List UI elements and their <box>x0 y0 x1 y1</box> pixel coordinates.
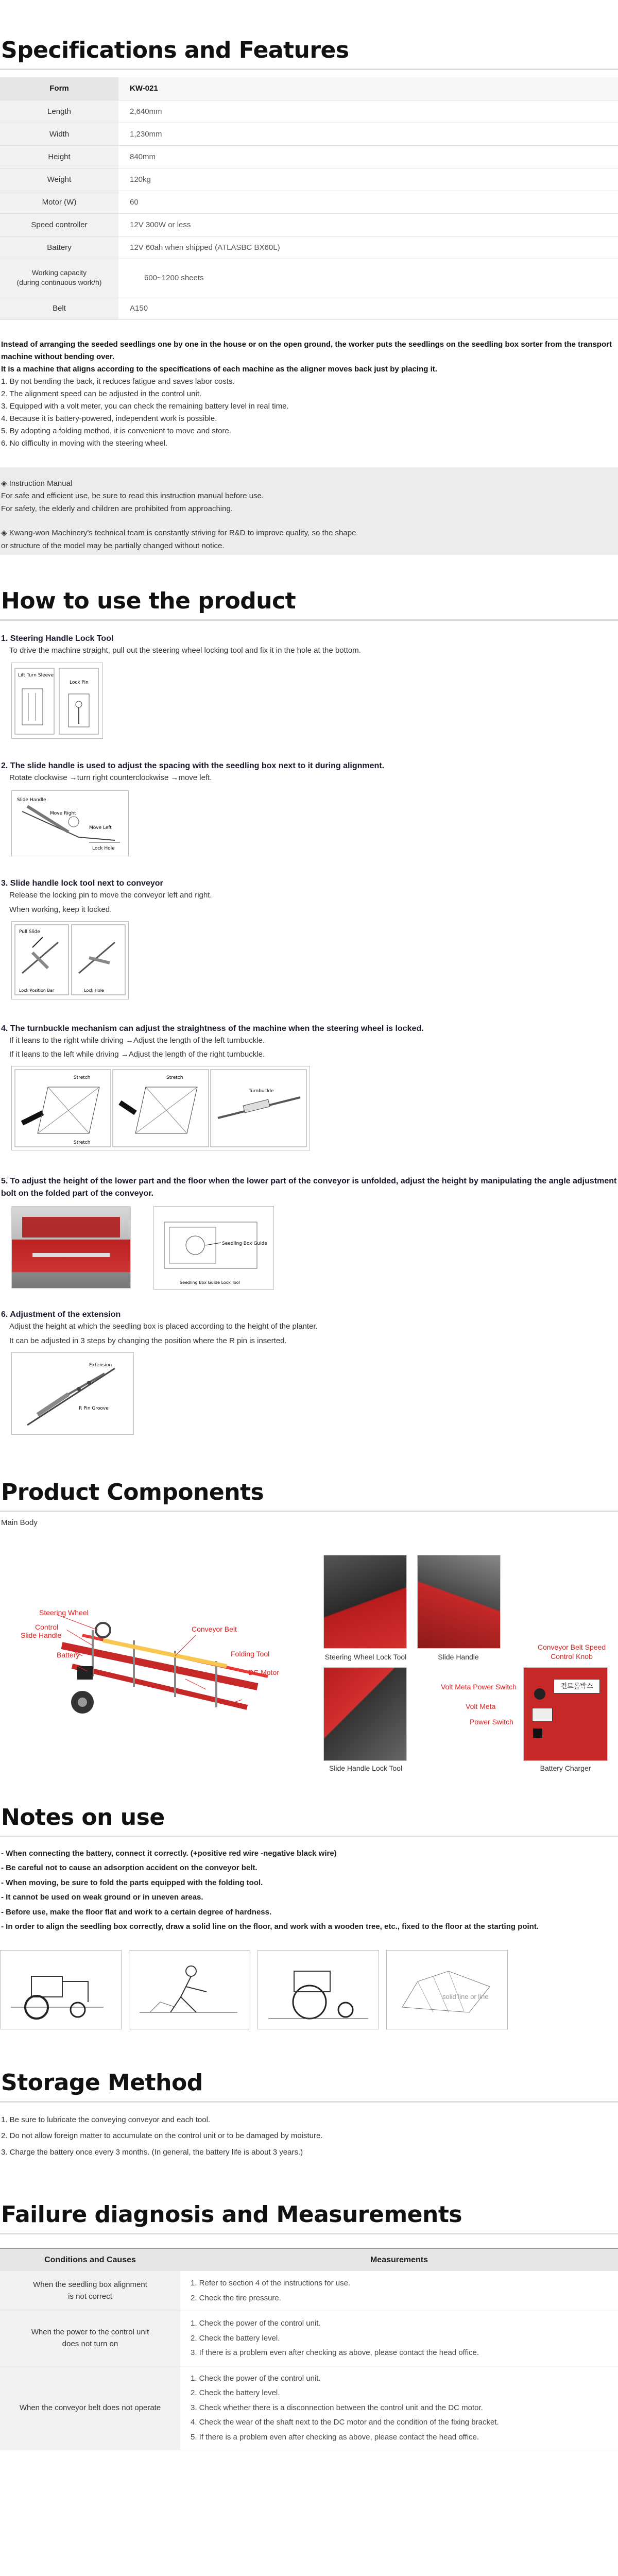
battery-charger-photo <box>523 1667 608 1761</box>
measurement-line: 2. Check the battery level. <box>191 2388 280 2397</box>
measurement-line: 2. Check the battery level. <box>191 2333 280 2343</box>
column-header: Conditions and Causes <box>0 2248 180 2271</box>
step-desc: Adjust the height at which the seedling box is placed according to the height of the planter. <box>9 1322 318 1331</box>
measurement-line: 1. Check the power of the control unit. <box>191 2319 321 2328</box>
step-desc: If it leans to the left while driving →Adjust the length of the right turnbuckle. <box>9 1050 265 1059</box>
charger-brand: 컨트롤박스 <box>554 1679 600 1693</box>
table-row <box>0 2271 618 2311</box>
conveyor-fold-photo <box>11 1206 131 1289</box>
spec-label: Battery <box>0 236 118 259</box>
spec-label: Height <box>0 145 118 168</box>
note-item: - Be careful not to cause an adsorption accident on the conveyor belt. <box>1 1863 258 1872</box>
note-item: - When moving, be sure to fold the parts equipped with the folding tool. <box>1 1878 263 1887</box>
spec-label: Motor (W) <box>0 191 118 213</box>
step-5 <box>0 1175 618 1290</box>
spec-row <box>0 191 618 213</box>
feature-item: 2. The alignment speed can be adjusted in the control unit. <box>1 389 202 398</box>
spec-label: Working capacity (during continuous work/h) <box>0 259 118 297</box>
line-label: solid line or line <box>442 1992 489 2001</box>
spec-label: Speed controller <box>0 213 118 236</box>
fig-label: Slide Handle <box>17 798 46 803</box>
fig-label: Lift Turn Sleeve <box>18 673 54 679</box>
notice-line: or structure of the model may be partially changed without notice. <box>1 541 225 550</box>
photo-caption: Slide Handle Lock Tool <box>329 1764 403 1772</box>
step-2 <box>0 761 618 858</box>
charger-label: Conveyor Belt Speed Control Knob <box>537 1642 606 1661</box>
components-section <box>0 1478 618 1772</box>
table-row <box>0 2311 618 2366</box>
notice-line: For safe and efficient use, be sure to read this instruction manual before use. <box>1 492 264 501</box>
fig-label: Lock Pin <box>70 680 89 686</box>
spec-label: Width <box>0 123 118 145</box>
spec-label: Length <box>0 100 118 123</box>
storage-section <box>0 2069 618 2161</box>
spec-value: A150 <box>118 297 618 319</box>
measurement-cell <box>180 2271 618 2311</box>
feature-item: 4. Because it is battery-powered, independent work is possible. <box>1 414 217 423</box>
specifications-section <box>0 0 618 555</box>
step-title: 4. The turnbuckle mechanism can adjust the straightness of the machine when the steering wheel is locked. <box>1 1024 424 1033</box>
components-title: Product Components <box>0 1478 618 1512</box>
charger-label: Volt Meta <box>466 1702 496 1710</box>
worker-illustration <box>129 1950 250 2029</box>
column-header: Measurements <box>180 2248 618 2271</box>
spec-label: Belt <box>0 297 118 319</box>
slide-handle-photo <box>417 1555 501 1649</box>
storage-item: 2. Do not allow foreign matter to accumulate on the control unit or to be damaged by moisture. <box>1 2131 323 2140</box>
condition-cell: When the seedling box alignment is not correct <box>0 2271 180 2311</box>
intro-text <box>0 326 618 450</box>
spec-value: KW-021 <box>118 77 618 100</box>
fig-label: Lock Position Bar <box>19 988 55 993</box>
fig-label: Seedling Box Guide Lock Tool <box>180 1280 240 1285</box>
main-body-label: Main Body <box>1 1518 38 1527</box>
part-label: Control <box>35 1622 59 1631</box>
part-label: Conveyor Belt <box>192 1624 237 1633</box>
measurement-line: 2. Check the tire pressure. <box>191 2293 281 2302</box>
part-label: DC Motor <box>248 1668 279 1676</box>
extension-illustration <box>11 1352 134 1435</box>
step-title: 3. Slide handle lock tool next to conveyor <box>1 879 163 888</box>
fig-label: Turnbuckle <box>249 1089 274 1094</box>
fig-label: Stretch <box>74 1075 91 1080</box>
failure-table <box>0 2248 618 2450</box>
fig-label: Extension <box>89 1362 112 1368</box>
step-3 <box>0 879 618 1002</box>
notes-title: Notes on use <box>0 1803 618 1837</box>
step-desc: Rotate clockwise →turn right counterclockwise →move left. <box>9 773 212 783</box>
steering-lock-illustration <box>11 663 103 739</box>
fig-label: Stretch <box>74 1140 91 1145</box>
measurement-line: 1. Refer to section 4 of the instructions for use. <box>191 2279 351 2287</box>
line-illustration <box>386 1950 508 2029</box>
charger-label: Power Switch <box>470 1717 513 1726</box>
spec-row <box>0 259 618 297</box>
spec-row <box>0 213 618 236</box>
spec-row <box>0 77 618 100</box>
notes-illustrations <box>0 1950 618 2029</box>
measurement-line: 5. If there is a problem even after checking as above, please contact the head office. <box>191 2432 479 2442</box>
step-title: 2. The slide handle is used to adjust the spacing with the seedling box next to it during alignment. <box>1 761 385 771</box>
storage-item: 1. Be sure to lubricate the conveying conveyor and each tool. <box>1 2115 211 2124</box>
spec-label: Form <box>0 77 118 100</box>
tractor-illustration <box>0 1950 122 2029</box>
notice-line: ◈ Kwang-won Machinery's technical team is constantly striving for R&D to improve quality, so the shape <box>1 528 356 537</box>
step-title: 6. Adjustment of the extension <box>1 1310 121 1319</box>
feature-item: 3. Equipped with a volt meter, you can check the remaining battery level in real time. <box>1 401 289 411</box>
fig-label: Lock Hole <box>92 846 115 851</box>
condition-cell: When the conveyor belt does not operate <box>0 2366 180 2450</box>
components-area <box>0 1537 618 1772</box>
howto-title: How to use the product <box>0 587 618 621</box>
measurement-line: 4. Check the wear of the shaft next to the DC motor and the condition of the fixing bracket. <box>191 2418 499 2427</box>
slide-lock-illustration <box>11 921 129 999</box>
steering-wheel-lock-photo <box>323 1555 407 1649</box>
spec-title: Specifications and Features <box>0 36 618 70</box>
fig-label: Seedling Box Guide <box>222 1241 267 1246</box>
spec-value: 1,230mm <box>118 123 618 145</box>
note-item: - It cannot be used on weak ground or in uneven areas. <box>1 1893 203 1902</box>
feature-item: 1. By not bending the back, it reduces fatigue and saves labor costs. <box>1 377 235 386</box>
spec-value: 840mm <box>118 145 618 168</box>
step-desc: Release the locking pin to move the conveyor left and right. <box>9 891 212 900</box>
failure-title: Failure diagnosis and Measurements <box>0 2200 618 2234</box>
table-row <box>0 2366 618 2450</box>
measurement-line: 3. Check whether there is a disconnection between the control unit and the DC motor. <box>191 2403 483 2412</box>
fig-label: Lock Hole <box>84 988 104 993</box>
spec-row <box>0 123 618 145</box>
step-1 <box>0 634 618 741</box>
part-label: Folding Tool <box>231 1649 270 1658</box>
spec-row <box>0 145 618 168</box>
spec-value: 120kg <box>118 168 618 191</box>
spec-value: 12V 60ah when shipped (ATLASBC BX60L) <box>118 236 618 259</box>
spec-row <box>0 297 618 319</box>
intro-bold: Instead of arranging the seeded seedlings one by one in the house or on the open ground, the worker puts the seedlings on the seedling box sorter from the transport machine without bending over. <box>1 340 612 361</box>
photo-caption: Slide Handle <box>438 1652 479 1661</box>
photo-caption: Steering Wheel Lock Tool <box>324 1652 407 1661</box>
part-label: Battery <box>57 1650 80 1659</box>
spec-value: 600~1200 sheets <box>118 259 618 297</box>
roller-illustration <box>258 1950 379 2029</box>
slide-handle-lock-photo <box>323 1667 407 1761</box>
spec-value: 12V 300W or less <box>118 213 618 236</box>
step-title: 1. Steering Handle Lock Tool <box>1 634 114 643</box>
spec-row <box>0 168 618 191</box>
condition-cell: When the power to the control unit does not turn on <box>0 2311 180 2366</box>
measurement-cell <box>180 2366 618 2450</box>
step-4 <box>0 1024 618 1153</box>
spec-table <box>0 77 618 320</box>
charger-label: Volt Meta Power Switch <box>441 1682 517 1691</box>
fig-label: R Pin Groove <box>79 1405 109 1411</box>
notice-heading: ◈ Instruction Manual <box>1 479 73 488</box>
intro-bold: It is a machine that aligns according to the specifications of each machine as the aligner moves back just by placing it. <box>1 364 437 374</box>
step-title: 5. To adjust the height of the lower part and the floor when the lower part of the conveyor is unfolded, adjust the height by manipulating the angle adjustment bolt on the folded part of the conveyor. <box>1 1177 617 1198</box>
spec-label: Weight <box>0 168 118 191</box>
note-item: - When connecting the battery, connect it correctly. (+positive red wire -negative black wire) <box>1 1849 337 1858</box>
storage-list <box>0 2103 618 2161</box>
fig-label: Pull Slide <box>19 929 40 935</box>
note-item: - In order to align the seedling box correctly, draw a solid line on the floor, and work with a wooden tree, etc., fixed to the floor at the starting point. <box>1 1922 539 1931</box>
spec-row <box>0 100 618 123</box>
storage-title: Storage Method <box>0 2069 618 2103</box>
part-label: Steering Wheel <box>39 1608 89 1617</box>
slide-handle-illustration <box>11 790 129 856</box>
turnbuckle-illustration <box>11 1066 310 1150</box>
step-desc: To drive the machine straight, pull out the steering wheel locking tool and fix it in the hole at the bottom. <box>9 646 361 655</box>
feature-item: 6. No difficulty in moving with the steering wheel. <box>1 438 168 448</box>
measurement-cell <box>180 2311 618 2366</box>
fig-label: Move Right <box>50 811 76 816</box>
notes-section <box>0 1803 618 2029</box>
step-desc: When working, keep it locked. <box>9 905 112 914</box>
spec-row <box>0 236 618 259</box>
notes-list <box>0 1837 618 1935</box>
storage-item: 3. Charge the battery once every 3 months. (In general, the battery life is about 3 years.) <box>1 2147 303 2157</box>
failure-section <box>0 2200 618 2450</box>
fig-label: Move Left <box>89 825 112 831</box>
spec-value: 2,640mm <box>118 100 618 123</box>
fig-label: Stretch <box>166 1075 183 1080</box>
notice-line: For safety, the elderly and children are prohibited from approaching. <box>1 504 233 513</box>
step-desc: It can be adjusted in 3 steps by changing the position where the R pin is inserted. <box>9 1336 287 1345</box>
part-label: Slide Handle <box>21 1631 62 1639</box>
howto-section <box>0 587 618 1437</box>
measurement-line: 3. If there is a problem even after checking as above, please contact the head office. <box>191 2348 479 2357</box>
note-item: - Before use, make the floor flat and work to a certain degree of hardness. <box>1 1907 272 1917</box>
photo-caption: Battery Charger <box>540 1764 591 1772</box>
seedling-box-guide-illustration <box>153 1206 274 1290</box>
feature-item: 5. By adopting a folding method, it is convenient to move and store. <box>1 426 231 435</box>
spec-value: 60 <box>118 191 618 213</box>
step-6 <box>0 1310 618 1437</box>
notice-box <box>0 467 618 555</box>
step-desc: If it leans to the right while driving →Adjust the length of the left turnbuckle. <box>9 1036 265 1045</box>
measurement-line: 1. Check the power of the control unit. <box>191 2374 321 2383</box>
